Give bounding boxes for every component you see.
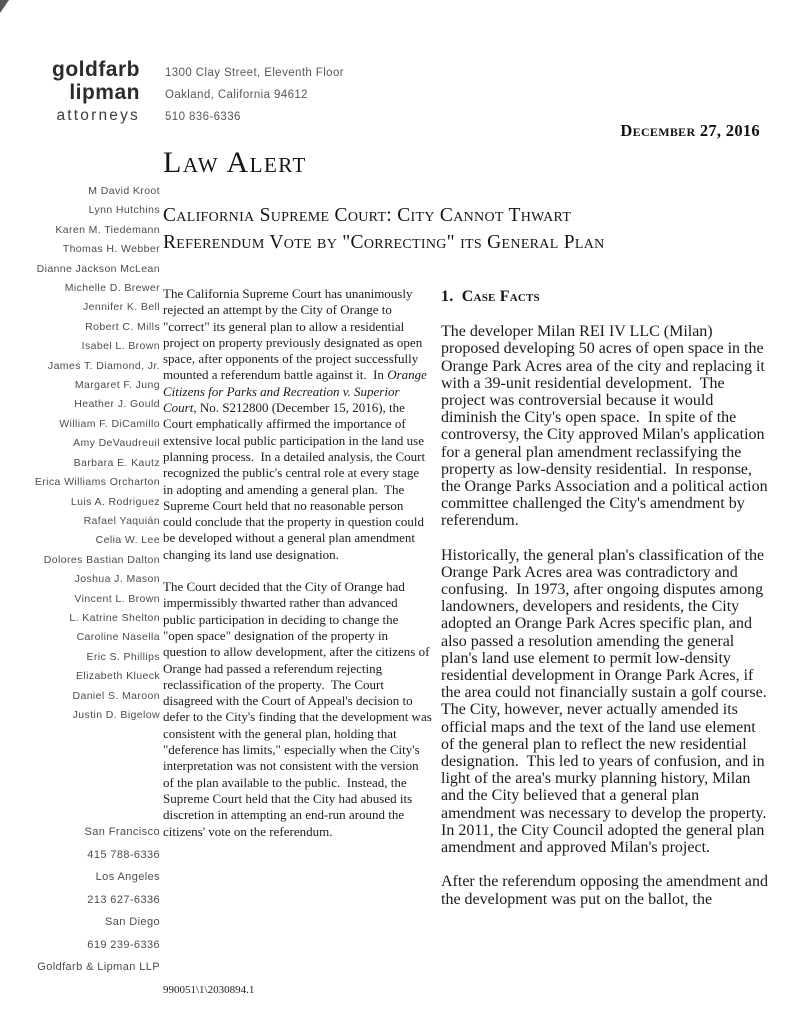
- office-list: [0, 821, 160, 979]
- paragraph: The Court decided that the City of Orange had impermissibly thwarted rather than advanced public participation in deciding to change the "open space" designation of the property in question to allow development, after the citizens of Orange had passed a referendum rejecting reclassification of the property. The Court disagreed with the Court of Appeal's decision to defer to the City's finding that the development was consistent with the general plan, holding that "deference has limits," especially when the City's interpretation was not consistent with the version of the plan available to the public. Instead, the Supreme Court held that the City had abused its discretion in attempting an end-run around the citizens' vote on the referendum.: [163, 579, 436, 839]
- logo-word-lipman: lipman: [69, 81, 140, 104]
- attorney-name: Isabel L. Brown: [81, 340, 160, 353]
- attorney-name: M David Kroot: [88, 185, 160, 197]
- logo-word-goldfarb: goldfarb: [52, 58, 140, 81]
- attorney-name: Celia W. Lee: [95, 534, 160, 547]
- office-phone: 415 788-6336: [87, 848, 160, 861]
- firm-address: [165, 62, 344, 128]
- date-line: December 27, 2016: [620, 121, 760, 140]
- attorney-name: Caroline Nasella: [76, 631, 160, 644]
- attorney-name: Rafael Yaquián: [83, 514, 160, 527]
- scan-artifact: [0, 0, 9, 13]
- case-citation: Orange Citizens for Parks and Recreation v. Superior Court: [163, 367, 431, 416]
- office-phone: 619 239-6336: [87, 938, 160, 951]
- office-phone: 213 627-6336: [87, 893, 160, 906]
- firm-name: Goldfarb & Lipman LLP: [37, 961, 160, 974]
- address-line-phone: 510 836-6336: [165, 111, 241, 123]
- attorney-name: Daniel S. Maroon: [72, 689, 160, 702]
- attorney-name: Heather J. Gould: [74, 398, 160, 411]
- paragraph: After the referendum opposing the amendment and the development was put on the ballot, the: [441, 873, 772, 908]
- paragraph: [163, 286, 432, 563]
- paragraph-text: , No. S212800 (December 15, 2016), the Court emphatically affirmed the importance of extensive local public participation in the land use planning process. In a detailed analysis, the Court recognized the public's central role at every stage in adopting and amending a general plan. The Supreme Court held that no reasonable person could conclude that the property in question could be developed without a general plan amendment changing its land use designation.: [163, 400, 429, 562]
- attorney-name: Barbara E. Kautz: [73, 456, 160, 469]
- office-city: San Francisco: [84, 826, 160, 839]
- attorney-name: Luis A. Rodriguez: [70, 495, 160, 508]
- attorney-name: L. Katrine Shelton: [69, 611, 160, 624]
- document-number: 990051\1\2030894.1: [163, 984, 255, 996]
- attorney-name: Joshua J. Mason: [74, 573, 160, 586]
- left-column: [163, 286, 436, 925]
- attorney-name: Robert C. Mills: [85, 320, 160, 333]
- paragraph: The developer Milan REI IV LLC (Milan) proposed developing 50 acres of open space in the Orange Park Acres area of the city and replacing it with a 39-unit residential development. The project was controversial because it would diminish the City's open space. In spite of the controversy, the City approved Milan's application for a general plan amendment reclassifying the property as low-density residential. In response, the Orange Parks Association and a political action committee challenged the City's amendment by referendum.: [441, 323, 772, 530]
- article-body: [163, 286, 775, 925]
- address-line-street: 1300 Clay Street, Eleventh Floor: [165, 67, 344, 79]
- attorney-name: Justin D. Bigelow: [72, 708, 160, 721]
- document-footer: [163, 984, 254, 996]
- firm-logo: [20, 58, 140, 127]
- attorney-name: Dianne Jackson McLean: [36, 262, 160, 275]
- logo-word-attorneys: attorneys: [56, 107, 140, 124]
- address-line-city: Oakland, California 94612: [165, 89, 308, 101]
- attorney-list: [0, 182, 160, 725]
- attorney-name: Amy DeVaudreuil: [73, 437, 160, 450]
- right-column: [441, 286, 775, 925]
- attorney-name: Vincent L. Brown: [74, 592, 160, 605]
- attorney-name: James T. Diamond, Jr.: [47, 359, 160, 372]
- section-heading: 1. Case Facts: [441, 288, 540, 305]
- attorney-name: Thomas H. Webber: [62, 243, 160, 256]
- attorney-name: Michelle D. Brewer: [64, 282, 160, 295]
- attorney-name: Karen M. Tiedemann: [55, 223, 160, 236]
- attorney-name: Erica Williams Orcharton: [34, 476, 160, 489]
- headline: California Supreme Court: City Cannot Thwart Referendum Vote by "Correcting" its General Plan: [163, 205, 605, 253]
- paragraph: Historically, the general plan's classification of the Orange Park Acres area was contradictory and confusing. In 1973, after ongoing disputes among landowners, developers and residents, the City adopted an Orange Park Acres specific plan, and also passed a resolution amending the general plan's land use element to permit low-density residential development in Orange Park Acres, if the area could not financially sustain a golf course. The City, however, never actually amended its official maps and the text of the land use element of the general plan to reflect the new residential designation. This led to years of confusion, and in light of the area's murky planning history, Milan and the City believed that a general plan amendment was necessary to develop the property. In 2011, the City Council adopted the general plan amendment and approved Milan's project.: [441, 546, 775, 857]
- attorney-name: Margaret F. Jung: [74, 379, 160, 392]
- paragraph-text: The California Supreme Court has unanimously rejected an attempt by the City of Orange to "correct" its general plan to allow a residential project on property previously designated as open space, after opponents of the project successfully mounted a referendum battle against it. In: [163, 286, 426, 383]
- attorney-name: William F. DiCamillo: [59, 417, 160, 430]
- attorney-name: Dolores Bastian Dalton: [43, 553, 160, 566]
- attorney-name: Elizabeth Klueck: [75, 670, 160, 683]
- attorney-name: Jennifer K. Bell: [82, 301, 160, 314]
- doc-title: Law Alert: [163, 146, 307, 179]
- attorney-name: Lynn Hutchins: [88, 204, 160, 217]
- office-city: Los Angeles: [95, 871, 160, 884]
- sidebar: [0, 182, 160, 979]
- office-city: San Diego: [105, 916, 160, 929]
- attorney-name: Eric S. Phillips: [86, 650, 160, 663]
